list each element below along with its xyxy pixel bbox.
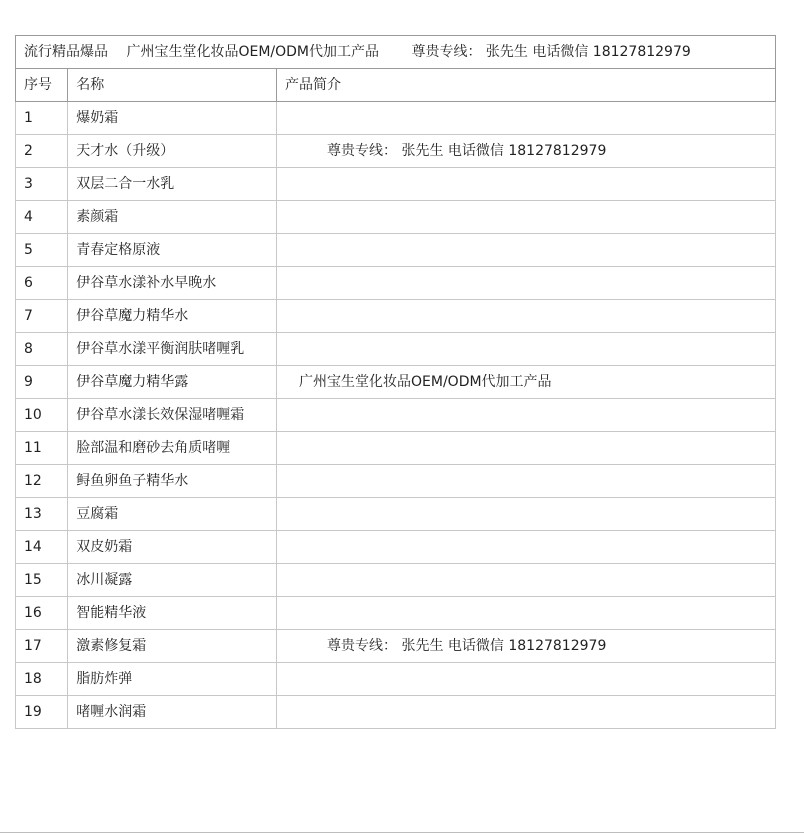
row-name: 冰川凝露 <box>68 564 277 597</box>
table-row <box>16 234 776 267</box>
row-no: 6 <box>16 267 68 300</box>
table-row <box>16 564 776 597</box>
table-row <box>16 135 776 168</box>
row-name: 双皮奶霜 <box>68 531 277 564</box>
table-row <box>16 333 776 366</box>
row-name: 啫喱水润霜 <box>68 696 277 729</box>
title-company: 广州宝生堂化妆品OEM/ODM代加工产品 <box>126 44 379 60</box>
row-name: 智能精华液 <box>68 597 277 630</box>
row-no: 7 <box>16 300 68 333</box>
table-row <box>16 498 776 531</box>
row-name: 伊谷草魔力精华露 <box>68 366 277 399</box>
row-no: 4 <box>16 201 68 234</box>
row-no: 19 <box>16 696 68 729</box>
row-desc <box>277 201 776 234</box>
row-no: 16 <box>16 597 68 630</box>
row-desc: 尊贵专线： 张先生 电话微信 18127812979 <box>277 630 776 663</box>
row-name: 鲟鱼卵鱼子精华水 <box>68 465 277 498</box>
row-desc <box>277 168 776 201</box>
table-row <box>16 366 776 399</box>
row-name: 脸部温和磨砂去角质啫喱 <box>68 432 277 465</box>
row-desc <box>277 564 776 597</box>
row-no: 9 <box>16 366 68 399</box>
row-desc <box>277 597 776 630</box>
table-title-cell <box>16 36 776 69</box>
table-row <box>16 696 776 729</box>
table-row <box>16 630 776 663</box>
row-desc: 尊贵专线： 张先生 电话微信 18127812979 <box>277 135 776 168</box>
row-desc <box>277 102 776 135</box>
row-no: 8 <box>16 333 68 366</box>
table-row <box>16 531 776 564</box>
row-no: 2 <box>16 135 68 168</box>
row-no: 14 <box>16 531 68 564</box>
header-name: 名称 <box>68 69 277 102</box>
row-desc <box>277 234 776 267</box>
row-no: 18 <box>16 663 68 696</box>
table-title-row <box>16 36 776 69</box>
row-name: 伊谷草魔力精华水 <box>68 300 277 333</box>
row-desc <box>277 696 776 729</box>
row-desc <box>277 498 776 531</box>
row-name: 豆腐霜 <box>68 498 277 531</box>
row-no: 12 <box>16 465 68 498</box>
row-no: 3 <box>16 168 68 201</box>
row-desc <box>277 267 776 300</box>
row-name: 素颜霜 <box>68 201 277 234</box>
row-name: 伊谷草水漾平衡润肤啫喱乳 <box>68 333 277 366</box>
row-no: 5 <box>16 234 68 267</box>
row-desc <box>277 465 776 498</box>
table-header-row <box>16 69 776 102</box>
row-no: 10 <box>16 399 68 432</box>
row-desc <box>277 333 776 366</box>
table-row <box>16 399 776 432</box>
row-name: 伊谷草水漾补水早晚水 <box>68 267 277 300</box>
row-name: 双层二合一水乳 <box>68 168 277 201</box>
row-name: 脂肪炸弹 <box>68 663 277 696</box>
row-no: 1 <box>16 102 68 135</box>
row-desc: 广州宝生堂化妆品OEM/ODM代加工产品 <box>277 366 776 399</box>
row-name: 伊谷草水漾长效保湿啫喱霜 <box>68 399 277 432</box>
row-desc <box>277 663 776 696</box>
table-row <box>16 465 776 498</box>
product-table <box>15 35 776 729</box>
table-row <box>16 102 776 135</box>
page-bottom-divider <box>0 832 804 833</box>
table-row <box>16 597 776 630</box>
row-desc <box>277 300 776 333</box>
header-no: 序号 <box>16 69 68 102</box>
row-name: 天才水（升级） <box>68 135 277 168</box>
row-desc <box>277 399 776 432</box>
row-desc <box>277 432 776 465</box>
row-name: 爆奶霜 <box>68 102 277 135</box>
table-row <box>16 432 776 465</box>
table-row <box>16 300 776 333</box>
table-row <box>16 168 776 201</box>
table-row <box>16 267 776 300</box>
header-desc: 产品简介 <box>277 69 776 102</box>
row-name: 青春定格原液 <box>68 234 277 267</box>
row-no: 17 <box>16 630 68 663</box>
row-desc <box>277 531 776 564</box>
row-name: 激素修复霜 <box>68 630 277 663</box>
row-no: 11 <box>16 432 68 465</box>
title-contact: 尊贵专线： 张先生 电话微信 18127812979 <box>411 44 691 60</box>
title-tagline: 流行精品爆品 <box>24 44 108 60</box>
row-no: 15 <box>16 564 68 597</box>
row-no: 13 <box>16 498 68 531</box>
table-row <box>16 201 776 234</box>
table-row <box>16 663 776 696</box>
